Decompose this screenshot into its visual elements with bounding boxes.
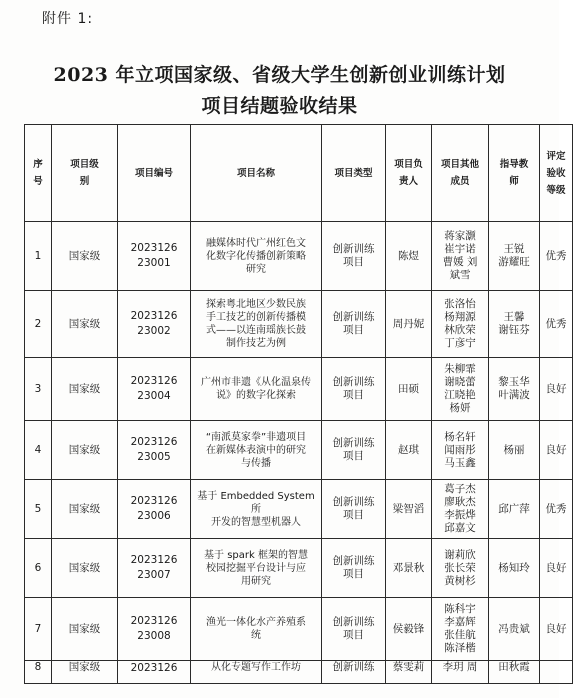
cell-type: 创新训练 项目 [322,291,386,358]
cell-name: 从化专题写作工作坊 [191,661,322,684]
cell-name: 探索粤北地区少数民族 手工技艺的创新传播模 式——以连南瑶族长鼓 制作技艺为例 [191,291,322,358]
cell-type: 创新训练 项目 [322,539,386,598]
cell-grade: 优秀 [540,291,573,358]
header-type: 项目类型 [322,125,386,222]
cell-seq: 6 [25,539,52,598]
results-table [24,124,573,684]
cell-members: 李玥 周 [432,661,489,684]
cell-members: 蒋家灏 崔宇诺 曹媛 刘 斌雪 [432,222,489,291]
header-members: 项目其他 成员 [432,125,489,222]
cell-members: 朱柳霏 谢晓蕾 江晓艳 杨妍 [432,358,489,421]
table-row [25,480,573,539]
cell-advisor: 黎玉华 叶满波 [489,358,540,421]
cell-seq: 1 [25,222,52,291]
table-row [25,421,573,480]
cell-leader: 侯毅锋 [386,598,432,661]
cell-grade: 良好 [540,358,573,421]
cell-name: 融媒体时代广州红色文 化数字化传播创新策略 研究 [191,222,322,291]
cell-type: 创新训练 项目 [322,222,386,291]
table-row [25,661,573,684]
cell-type: 创新训练 项目 [322,421,386,480]
cell-name: 基于 Embedded System 所 开发的智慧型机器人 [191,480,322,539]
cell-leader: 蔡雯莉 [386,661,432,684]
cell-seq: 8 [25,661,52,684]
cell-level: 国家级 [52,358,118,421]
table-row [25,358,573,421]
header-grade: 评定 验收 等级 [540,125,573,222]
cell-seq: 4 [25,421,52,480]
cell-level: 国家级 [52,222,118,291]
cell-type: 创新训练 [322,661,386,684]
cell-members: 陈科宇 李嘉辉 张佳航 陈泽楷 [432,598,489,661]
cell-code: 2023126 23008 [118,598,191,661]
table-row [25,291,573,358]
cell-grade: 优秀 [540,222,573,291]
cell-level: 国家级 [52,661,118,684]
cell-code: 2023126 [118,661,191,684]
cell-leader: 邓景秋 [386,539,432,598]
cell-grade: 良好 [540,598,573,661]
cell-level: 国家级 [52,291,118,358]
header-leader: 项目负 责人 [386,125,432,222]
cell-name: “南派莫家拳”非遗项目 在新媒体表演中的研究 与传播 [191,421,322,480]
cell-leader: 赵琪 [386,421,432,480]
cell-code: 2023126 23004 [118,358,191,421]
cell-leader: 田硕 [386,358,432,421]
cell-grade: 优秀 [540,480,573,539]
cell-code: 2023126 23001 [118,222,191,291]
cell-type: 创新训练 项目 [322,598,386,661]
cell-seq: 3 [25,358,52,421]
cell-code: 2023126 23006 [118,480,191,539]
document-title: 2023 年立项国家级、省级大学生创新创业训练计划 [53,64,506,86]
table-row [25,222,573,291]
cell-advisor: 杨丽 [489,421,540,480]
cell-advisor: 冯贵斌 [489,598,540,661]
header-code: 项目编号 [118,125,191,222]
cell-leader: 陈煜 [386,222,432,291]
cell-seq: 2 [25,291,52,358]
table-header-row [25,125,573,222]
header-seq: 序 号 [25,125,52,222]
cell-grade: 良好 [540,539,573,598]
cell-code: 2023126 23007 [118,539,191,598]
cell-seq: 7 [25,598,52,661]
cell-members: 葛子杰 廖耿杰 李振烨 邱嘉文 [432,480,489,539]
cell-code: 2023126 23002 [118,291,191,358]
header-level: 项目级 别 [52,125,118,222]
cell-type: 创新训练 项目 [322,480,386,539]
cell-level: 国家级 [52,539,118,598]
table-row [25,539,573,598]
cell-leader: 梁智滔 [386,480,432,539]
document-subtitle: 项目结题验收结果 [201,95,358,117]
cell-seq: 5 [25,480,52,539]
header-name: 项目名称 [191,125,322,222]
header-advisor: 指导教 师 [489,125,540,222]
cell-code: 2023126 23005 [118,421,191,480]
cell-level: 国家级 [52,598,118,661]
cell-name: 基于 spark 框架的智慧 校园挖掘平台设计与应 用研究 [191,539,322,598]
cell-level: 国家级 [52,421,118,480]
cell-advisor: 邱广萍 [489,480,540,539]
cell-name: 广州市非遗《从化温泉传 说》的数字化探索 [191,358,322,421]
cell-members: 谢莉欣 张长荣 黄树杉 [432,539,489,598]
cell-advisor: 田秋霞 [489,661,540,684]
cell-members: 杨名轩 闻雨彤 马玉鑫 [432,421,489,480]
cell-type: 创新训练 项目 [322,358,386,421]
cell-advisor: 王锐 游耀旺 [489,222,540,291]
cell-level: 国家级 [52,480,118,539]
cell-advisor: 杨知玲 [489,539,540,598]
cell-members: 张洛怡 杨翔源 林欣荣 丁彦宁 [432,291,489,358]
cell-grade [540,661,573,684]
cell-advisor: 王馨 谢钰芬 [489,291,540,358]
cell-name: 渔光一体化水产养殖系 统 [191,598,322,661]
attachment-label: 附件 1: [42,11,94,27]
cell-leader: 周丹妮 [386,291,432,358]
table-row [25,598,573,661]
cell-grade: 良好 [540,421,573,480]
